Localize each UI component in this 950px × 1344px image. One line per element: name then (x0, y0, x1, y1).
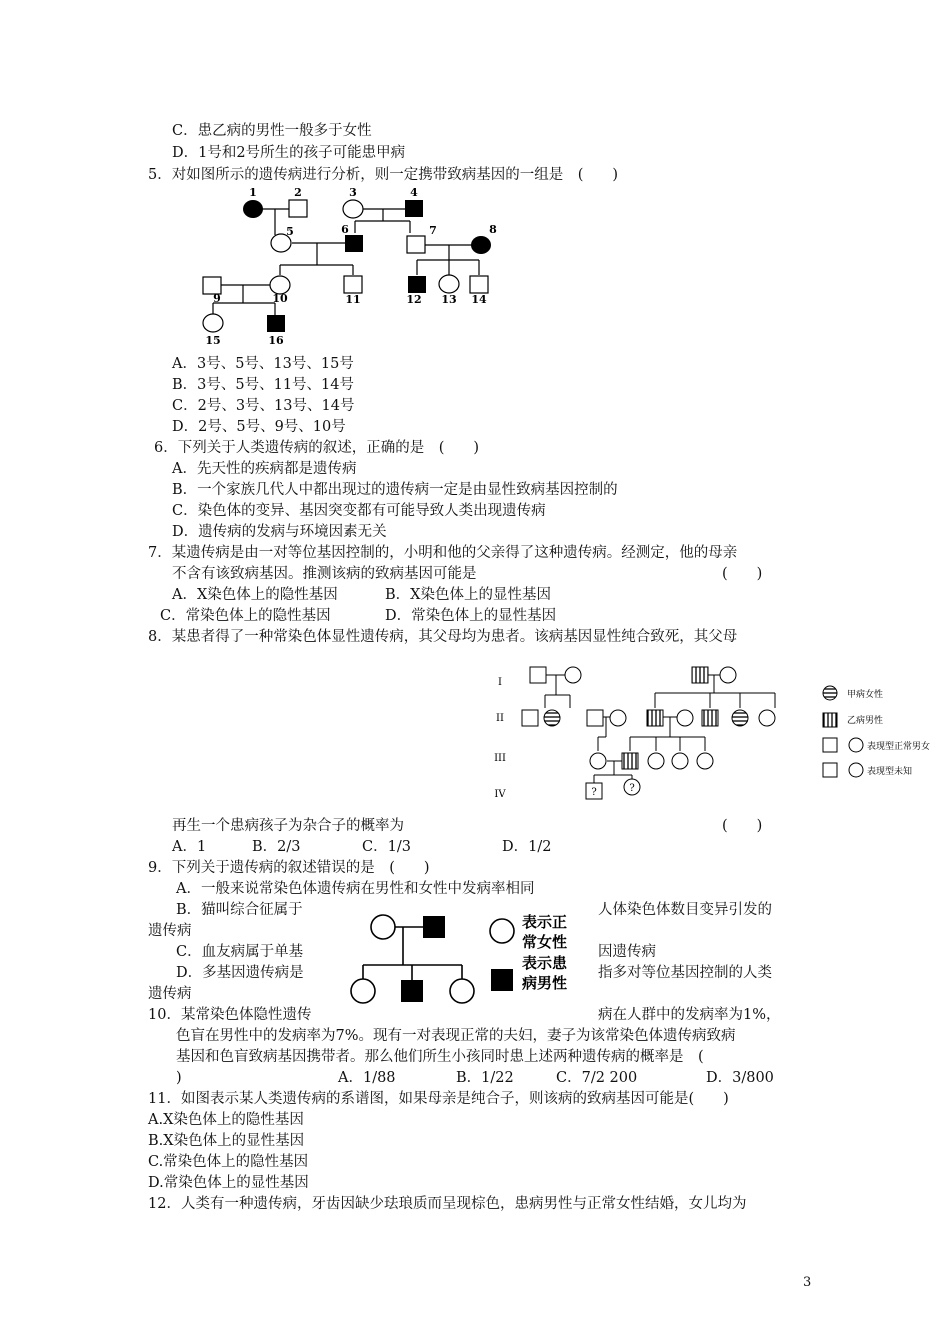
q8-pedigree-figure (490, 655, 931, 820)
q9-option-d-right: 指多对等位基因控制的人类 (598, 965, 772, 981)
q10-option-b: B．1/22 (456, 1070, 514, 1086)
q5-label-7: 7 (429, 224, 437, 237)
q4-option-d: D．1号和2号所生的孩子可能患甲病 (172, 145, 406, 161)
q9-option-b-right: 人体染色体数目变异引发的 (598, 902, 772, 918)
q7-answer-paren: ( ) (722, 566, 763, 582)
q7-option-c: C．常染色体上的隐性基因 (160, 608, 331, 624)
q11-option-c: C.常染色体上的隐性基因 (148, 1154, 309, 1170)
q8-option-c: C．1/3 (362, 839, 411, 855)
q5-pedigree (195, 185, 505, 350)
q8-answer-paren: ( ) (722, 818, 763, 834)
q10-stem-left: 10．某常染色体隐性遗传 (148, 1007, 312, 1023)
q6-option-c: C．染色体的变异、基因突变都有可能导致人类出现遗传病 (172, 503, 546, 519)
q5-label-5: 5 (286, 225, 294, 238)
q11-stem: 11．如图表示某人类遗传病的系谱图，如果母亲是纯合子，则该病的致病基因可能是( ) (148, 1091, 729, 1107)
q9-option-b-left: B．猫叫综合征属于 (176, 902, 303, 918)
q7-stem-line1: 7．某遗传病是由一对等位基因控制的，小明和他的父亲得了这种遗传病。经测定，他的母亲 (148, 545, 738, 561)
q8-legend-2: 表现型正常男女 (867, 742, 931, 752)
q5-label-2: 2 (294, 186, 302, 199)
q5-label-11: 11 (345, 293, 361, 306)
q9-option-d-tail: 遗传病 (148, 986, 192, 1002)
q8-stem-line2: 再生一个患病孩子为杂合子的概率为 (172, 818, 404, 834)
q5-label-10: 10 (272, 292, 288, 305)
page-number: 3 (803, 1275, 812, 1290)
q11-legend-normal-female-1: 表示正 (522, 913, 568, 931)
q10-stem-right: 病在人群中的发病率为1%， (598, 1007, 781, 1023)
q8-stem: 8．某患者得了一种常染色体显性遗传病，其父母均为患者。该病基因显性纯合致死，其父母 (148, 629, 738, 645)
q5-label-8: 8 (489, 223, 497, 236)
q7-option-a: A．X染色体上的隐性基因 (172, 587, 338, 603)
q9-stem: 9．下列关于遗传病的叙述错误的是 ( ) (148, 860, 430, 876)
q9-option-c-left: C．血友病属于单基 (176, 944, 304, 960)
q11-legend-normal-female-2: 常女性 (522, 933, 568, 951)
q5-label-16: 16 (268, 334, 284, 347)
q6-option-b: B．一个家族几代人中都出现过的遗传病一定是由显性致病基因控制的 (172, 482, 618, 498)
q5-option-c: C．2号、3号、13号、14号 (172, 398, 355, 414)
q10-answer-paren-end: ) (176, 1070, 182, 1086)
q11-option-d: D.常染色体上的显性基因 (148, 1175, 309, 1191)
q9-option-b-tail: 遗传病 (148, 923, 192, 939)
q9-option-d-left: D．多基因遗传病是 (176, 965, 304, 981)
q5-stem: 5．对如图所示的遗传病进行分析，则一定携带致病基因的一组是 ( ) (148, 167, 619, 183)
q8-option-b: B．2/3 (252, 839, 301, 855)
q10-option-a: A．1/88 (338, 1070, 396, 1086)
q10-stem-line3: 基因和色盲致病基因携带者。那么他们所生小孩同时患上述两种遗传病的概率是 ( (176, 1049, 704, 1065)
q5-option-d: D．2号、5号、9号、10号 (172, 419, 346, 435)
q11-pedigree-figure (355, 905, 595, 1005)
q8-gen-I: I (498, 677, 502, 688)
q10-option-c: C．7/2 200 (556, 1070, 638, 1086)
q5-option-b: B．3号、5号、11号、14号 (172, 377, 355, 393)
q8-legend-1: 乙病男性 (847, 716, 884, 726)
q11-option-b: B.X染色体上的显性基因 (148, 1133, 305, 1149)
q8-option-a: A．1 (172, 839, 207, 855)
q8-legend-3: 表现型未知 (867, 767, 913, 777)
q12-stem: 12．人类有一种遗传病，牙齿因缺少珐琅质而呈现棕色，患病男性与正常女性结婚，女儿均为 (148, 1196, 747, 1212)
q6-stem: 6．下列关于人类遗传病的叙述，正确的是 ( ) (154, 440, 480, 456)
q8-gen-II: II (496, 713, 504, 724)
q5-option-a: A．3号、5号、13号、15号 (172, 356, 354, 372)
q8-unknown-male: ? (591, 787, 597, 798)
q8-unknown-female: ? (629, 783, 635, 794)
q5-label-4: 4 (410, 186, 418, 199)
q5-label-1: 1 (249, 186, 257, 199)
q7-stem-line2: 不含有该致病基因。推测该病的致病基因可能是 (172, 566, 477, 582)
q7-option-d: D．常染色体上的显性基因 (385, 608, 557, 624)
q9-option-c-right: 因遗传病 (598, 944, 656, 960)
q5-label-3: 3 (349, 186, 357, 199)
q5-label-14: 14 (471, 293, 487, 306)
q5-label-9: 9 (213, 292, 221, 305)
q11-option-a: A.X染色体上的隐性基因 (148, 1112, 304, 1128)
q6-option-a: A．先天性的疾病都是遗传病 (172, 461, 357, 477)
q8-gen-IV: IV (494, 789, 506, 800)
q11-legend-affected-male-1: 表示患 (522, 954, 568, 972)
q9-option-a: A．一般来说常染色体遗传病在男性和女性中发病率相同 (176, 881, 535, 897)
q8-option-d: D．1/2 (502, 839, 552, 855)
q5-label-13: 13 (441, 293, 457, 306)
q8-gen-III: III (494, 753, 506, 764)
q8-legend-0: 甲病女性 (847, 690, 884, 700)
q7-option-b: B．X染色体上的显性基因 (385, 587, 551, 603)
q4-option-c: C．患乙病的男性一般多于女性 (172, 123, 372, 139)
q5-label-15: 15 (205, 334, 221, 347)
q5-label-12: 12 (406, 293, 422, 306)
q5-label-6: 6 (341, 223, 349, 236)
q11-legend-affected-male-2: 病男性 (522, 974, 568, 992)
q10-stem-line2: 色盲在男性中的发病率为7%。现有一对表现正常的夫妇，妻子为该常染色体遗传病致病 (176, 1028, 736, 1044)
q10-option-d: D．3/800 (706, 1070, 774, 1086)
q6-option-d: D．遗传病的发病与环境因素无关 (172, 524, 387, 540)
